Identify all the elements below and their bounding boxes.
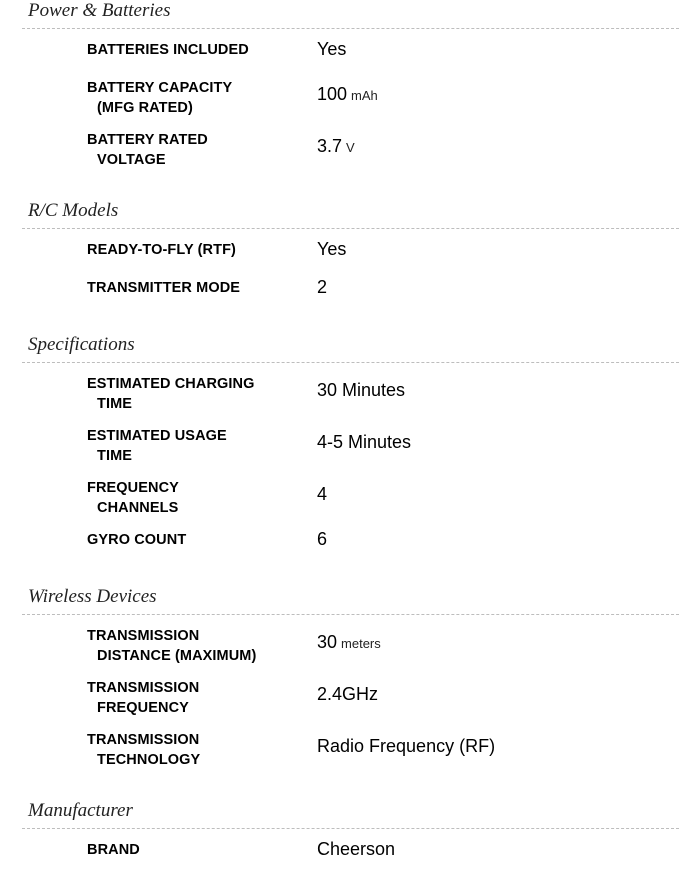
spec-label-line1: BATTERY CAPACITY (87, 80, 233, 96)
spec-value-text: 3.7 (317, 136, 343, 156)
spec-label-line2: DISTANCE (MAXIMUM) (97, 648, 257, 664)
spec-value-text: 2.4GHz (317, 684, 379, 704)
spec-value-unit: meters (341, 636, 381, 651)
section-divider (22, 614, 679, 615)
spec-label-line2: (MFG RATED) (97, 100, 193, 116)
spec-label (87, 40, 302, 60)
section-divider (22, 362, 679, 363)
spec-value-unit: mAh (351, 88, 378, 103)
spec-label (87, 240, 302, 260)
spec-label-line2: TIME (97, 396, 133, 412)
spec-value (317, 135, 355, 159)
spec-value (317, 735, 495, 757)
spec-label (87, 530, 302, 550)
spec-value (317, 631, 381, 655)
spec-label-line1: TRANSMITTER MODE (87, 280, 241, 296)
spec-value-text: 4 (317, 484, 328, 504)
spec-label (87, 840, 302, 860)
spec-label-line1: GYRO COUNT (87, 532, 187, 548)
section-title: Manufacturer (28, 800, 133, 821)
spec-value-text: 100 (317, 84, 348, 104)
spec-label-line2: FREQUENCY (97, 700, 189, 716)
section-title: Wireless Devices (28, 586, 157, 607)
section-divider (22, 228, 679, 229)
spec-value (317, 238, 346, 260)
spec-label-line1: READY-TO-FLY (RTF) (87, 242, 236, 258)
spec-value-text: 6 (317, 529, 328, 549)
spec-value (317, 276, 327, 298)
spec-label-line1: ESTIMATED USAGE (87, 428, 227, 444)
spec-value-text: 4-5 Minutes (317, 432, 412, 452)
spec-label-line2: TIME (97, 448, 133, 464)
spec-label-line1: BATTERIES INCLUDED (87, 42, 249, 58)
spec-label (87, 278, 302, 298)
spec-label (87, 678, 302, 718)
spec-value-unit: V (346, 140, 355, 155)
spec-value-text: Radio Frequency (RF) (317, 736, 496, 756)
spec-label-line1: BATTERY RATED (87, 132, 208, 148)
spec-label-line1: ESTIMATED CHARGING (87, 376, 255, 392)
spec-value (317, 838, 395, 860)
spec-label (87, 478, 302, 518)
spec-value-text: 2 (317, 277, 328, 297)
spec-label (87, 130, 302, 170)
section-title: R/C Models (28, 200, 119, 221)
spec-value (317, 483, 327, 505)
spec-value (317, 528, 327, 550)
spec-label-line2: CHANNELS (97, 500, 179, 516)
spec-label (87, 78, 302, 118)
section-divider (22, 828, 679, 829)
spec-value (317, 38, 346, 60)
spec-value-text: Cheerson (317, 839, 396, 859)
spec-value (317, 683, 378, 705)
spec-value-text: Yes (317, 39, 347, 59)
spec-value (317, 83, 378, 107)
spec-label-line1: TRANSMISSION (87, 732, 200, 748)
spec-label-line1: TRANSMISSION (87, 628, 200, 644)
spec-value-text: 30 (317, 632, 338, 652)
spec-label-line1: FREQUENCY (87, 480, 179, 496)
spec-label (87, 374, 302, 414)
spec-label (87, 626, 302, 666)
spec-label-line2: TECHNOLOGY (97, 752, 201, 768)
spec-label-line1: BRAND (87, 842, 140, 858)
section-divider (22, 28, 679, 29)
spec-value (317, 431, 411, 453)
spec-label-line1: TRANSMISSION (87, 680, 200, 696)
spec-value (317, 379, 405, 401)
spec-value-text: Yes (317, 239, 347, 259)
spec-label (87, 426, 302, 466)
section-title: Power & Batteries (28, 0, 171, 21)
spec-label-line2: VOLTAGE (97, 152, 166, 168)
spec-label (87, 730, 302, 770)
section-title: Specifications (28, 334, 135, 355)
spec-value-text: 30 Minutes (317, 380, 406, 400)
